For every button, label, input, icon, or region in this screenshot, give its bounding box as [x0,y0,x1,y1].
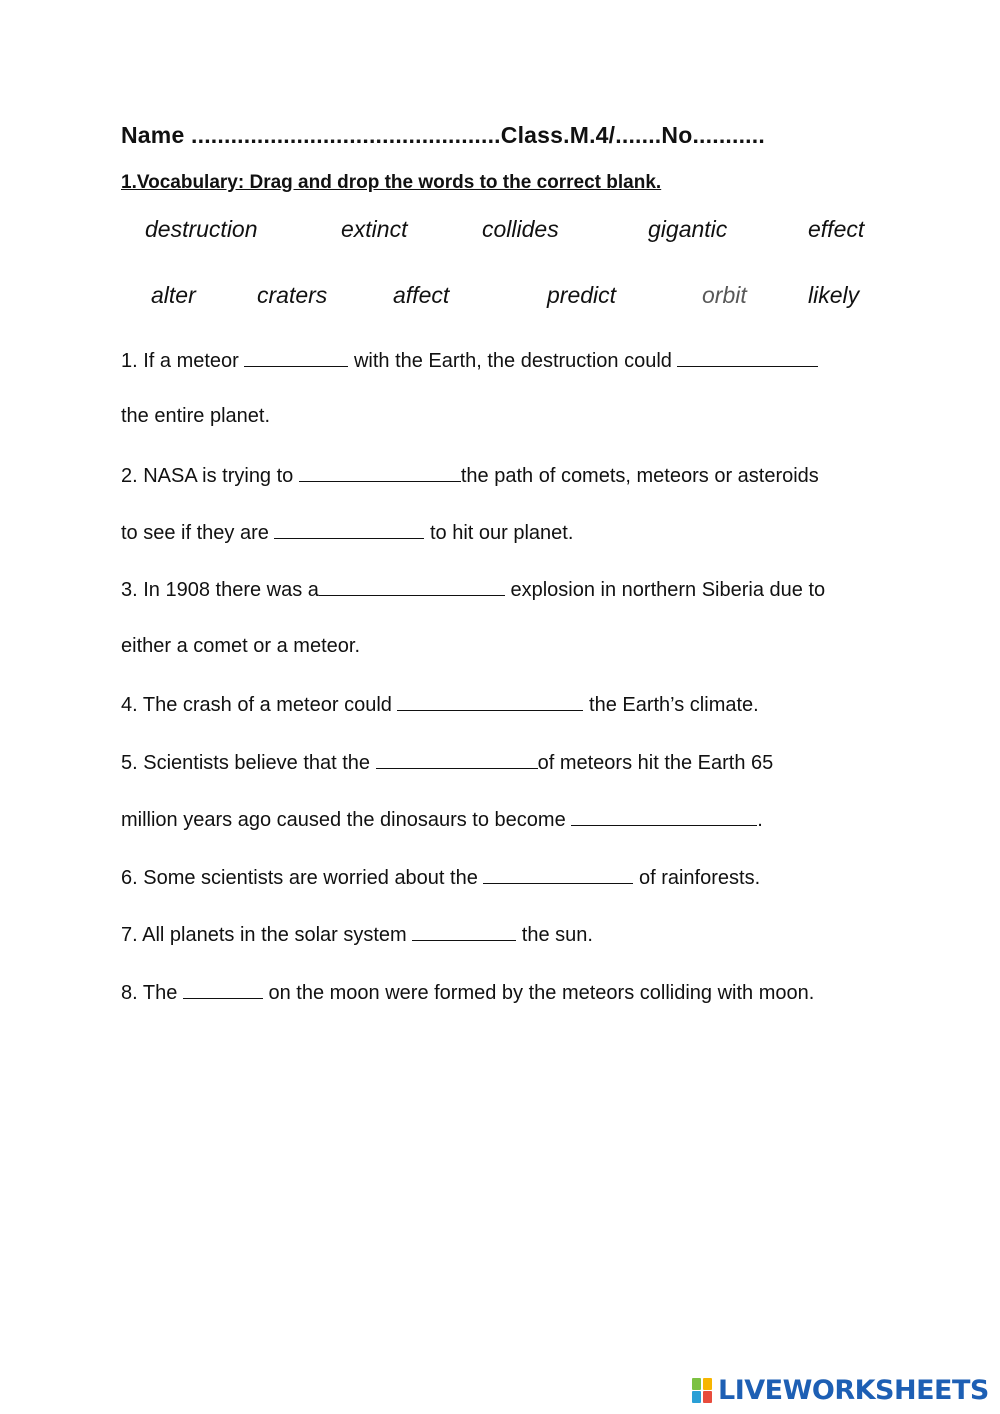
word-likely[interactable]: likely [808,282,860,308]
sentence-text: the Earth’s climate. [583,694,759,716]
name-class-number-header: Name ...............................................Class.M.4/.......No........... [121,122,765,148]
word-orbit[interactable]: orbit [702,282,747,308]
sentence-text: to see if they are [121,522,275,544]
sentence-6 [121,865,760,890]
word-predict[interactable]: predict [547,282,617,308]
blank-2a[interactable] [299,463,461,482]
sentence-text: of rainforests. [633,867,761,889]
instruction-heading: 1.Vocabulary: Drag and drop the words to the correct blank. [121,172,662,193]
blank-8[interactable] [183,980,263,999]
sentence-text: . [757,809,763,831]
word-craters[interactable]: craters [257,282,328,308]
word-effect[interactable]: effect [808,216,865,242]
sentence-text: explosion in northern Siberia due to [504,579,826,601]
blank-7[interactable] [412,922,516,941]
sentence-1-line-1 [121,348,818,373]
blank-3[interactable] [319,577,505,596]
word-collides[interactable]: collides [482,216,559,242]
logo-blocks-icon [692,1376,714,1404]
sentence-text: 4. The crash of a meteor could [121,694,398,716]
sentence-text: with the Earth, the destruction could [348,350,678,372]
word-gigantic[interactable]: gigantic [648,216,728,242]
sentence-2-line-1 [121,463,819,488]
sentence-text: 3. In 1908 there was a [121,579,319,601]
sentence-5-line-1 [121,750,773,775]
sentence-5-line-2 [121,807,763,832]
sentence-text: 2. NASA is trying to [121,465,299,487]
sentence-text: 6. Some scientists are worried about the [121,867,484,889]
sentence-text: on the moon were formed by the meteors colliding with moon. [262,982,815,1004]
sentence-text: 1. If a meteor [121,350,245,372]
sentence-text: 7. All planets in the solar system [121,924,413,946]
sentence-4 [121,692,759,717]
blank-1b[interactable] [677,348,818,367]
blank-5a[interactable] [376,750,538,769]
word-alter[interactable]: alter [151,282,196,308]
word-extinct[interactable]: extinct [341,216,408,242]
blank-2b[interactable] [274,520,424,539]
sentence-text: the sun. [516,924,593,946]
sentence-text: of meteors hit the Earth 65 [537,752,774,774]
blank-4[interactable] [397,692,583,711]
sentence-text: 5. Scientists believe that the [121,752,376,774]
sentence-8 [121,980,814,1005]
blank-1a[interactable] [244,348,348,367]
liveworksheets-logo [692,1373,989,1407]
sentence-text: the path of comets, meteors or asteroids [460,465,819,487]
sentence-1-line-2: the entire planet. [121,405,270,427]
sentence-text: 8. The [121,982,183,1004]
word-destruction[interactable]: destruction [145,216,258,242]
sentence-7 [121,922,593,947]
brand-name: LIVEWORKSHEETS [718,1374,989,1406]
sentence-2-line-2 [121,520,573,545]
sentence-3-line-1 [121,577,825,602]
sentence-text: to hit our planet. [424,522,574,544]
blank-5b[interactable] [571,807,757,826]
sentence-text: million years ago caused the dinosaurs to become [121,809,572,831]
word-affect[interactable]: affect [393,282,450,308]
blank-6[interactable] [483,865,633,884]
sentence-3-line-2: either a comet or a meteor. [121,635,361,657]
